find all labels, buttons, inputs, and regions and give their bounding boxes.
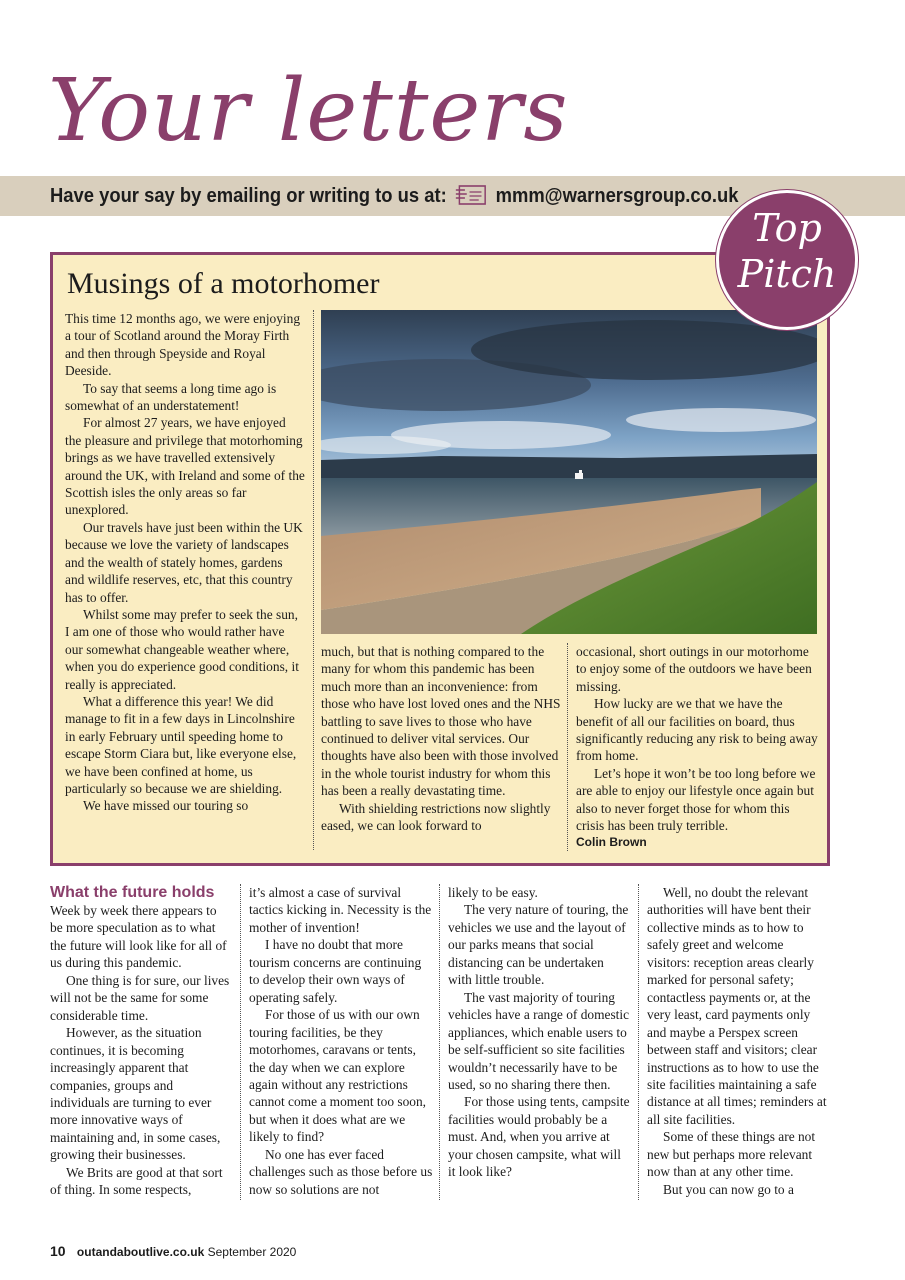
paragraph: How lucky are we that we have the benefit of all our facilities on board, thus significantly reducing any risk to being away from home. — [576, 696, 818, 764]
article-column-2 — [249, 884, 433, 1198]
letter-column-2 — [321, 643, 561, 834]
column-divider — [638, 884, 639, 1200]
article-heading: What the future holds — [50, 884, 215, 901]
article-column-1 — [50, 884, 232, 1199]
article-column-4 — [647, 884, 829, 1198]
paragraph: We have missed our touring so — [83, 798, 249, 814]
paragraph: For those of us with our own touring facilities, be they motorhomes, caravans or tents, the day when we can explore again without any restrictions cannot come a moment too soon, but when it does what are we likely to find? — [249, 1007, 427, 1145]
page-footer — [50, 1243, 296, 1259]
banner-text — [50, 184, 738, 212]
paragraph: For almost 27 years, we have enjoyed the pleasure and privilege that motorhoming brings as we have travelled extensively around the UK, with Ireland and some of the Scottish isles the only areas so far unexplored. — [65, 415, 305, 518]
paragraph: I have no doubt that more tourism concerns are continuing to develop their own ways of operating safely. — [249, 937, 422, 1005]
paragraph: We Brits are good at that sort of thing. In some respects, — [50, 1164, 223, 1198]
column-divider — [439, 884, 440, 1200]
contact-email[interactable]: mmm@warnersgroup.co.uk — [495, 185, 739, 207]
badge-line-2: Pitch — [737, 252, 837, 296]
paragraph: Week by week there appears to be more speculation as to what the future will look like for all of us during this pandemic. — [50, 903, 227, 971]
paragraph: likely to be easy. — [448, 885, 538, 900]
paragraph: This time 12 months ago, we were enjoying a tour of Scotland around the Moray Firth and then through Speyside and Royal Deeside. — [65, 311, 301, 379]
mail-icon — [456, 184, 487, 212]
page-title: Your letters — [48, 61, 569, 161]
paragraph: One thing is for sure, our lives will not be the same for some considerable time. — [50, 972, 230, 1023]
paragraph: What a difference this year! We did manage to fit in a few days in Lincolnshire in early February until speeding home to escape Storm Ciara but, like everyone else, we have been confined at home, us particularly so because we are shielding. — [65, 693, 297, 796]
footer-website[interactable]: outandaboutlive.co.uk — [76, 1245, 205, 1259]
letter-column-1 — [65, 310, 305, 815]
paragraph: For those using tents, campsite facilities would probably be a must. And, when you arrive at your chosen campsite, what will it look like? — [448, 1094, 630, 1180]
paragraph: Some of these things are not new but perhaps more relevant now than at any other time. — [647, 1129, 816, 1180]
paragraph: Let’s hope it won’t be too long before we are able to enjoy our lifestyle once again but also to never forget those for whom this crisis has been truly terrible. — [576, 765, 816, 834]
paragraph: The vast majority of touring vehicles have a range of domestic appliances, which enable users to be self-sufficient so site facilities wouldn’t necessarily have to be used, so no sharing there then. — [448, 989, 630, 1092]
letter-column-3 — [576, 643, 820, 852]
paragraph: occasional, short outings in our motorhome to enjoy some of the outdoors we have been missing. — [576, 644, 812, 694]
footer-issue: September 2020 — [207, 1245, 297, 1259]
paragraph: To say that seems a long time ago is somewhat of an understatement! — [65, 380, 277, 414]
paragraph: Well, no doubt the relevant authorities will have bent their collective minds as to how to safely greet and welcome visitors: reception areas clearly marked for personal safety; contactless payments or, at the very least, card payments only and maybe a Perspex screen between staff and visitors; clear instructions as to how to use the site facilities maintaining a safe distance at all times; reminders at all site facilities. — [647, 885, 827, 1127]
paragraph: it’s almost a case of survival tactics kicking in. Necessity is the mother of invention! — [249, 885, 432, 935]
top-pitch-badge — [716, 190, 858, 330]
paragraph: Our travels have just been within the UK because we love the variety of landscapes and the wealth of stately homes, gardens and wildlife reserves, etc, that this country has to offer. — [65, 519, 303, 605]
letter-title: Musings of a motorhomer — [67, 267, 380, 300]
paragraph: With shielding restrictions now slightly eased, we can look forward to — [321, 800, 551, 834]
paragraph: much, but that is nothing compared to the many for whom this pandemic has been much more than an inconvenience: from those who have lost loved ones and the NHS battling to save lives to those who have continued to deliver vital services. Our thoughts have also been with those involved in the whole tourist industry for whom this has been a really devastating time. — [321, 644, 561, 799]
column-divider — [240, 884, 241, 1200]
top-pitch-letter — [50, 252, 830, 866]
paragraph: The very nature of touring, the vehicles we use and the layout of our parks means that social distancing can be undertaken with little trouble. — [448, 902, 629, 988]
paragraph: Whilst some may prefer to seek the sun, I am one of those who would rather have our somewhat changeable weather where, when you do experience good conditions, it really is appreciated. — [65, 606, 299, 692]
article-column-3 — [448, 884, 630, 1181]
column-divider — [567, 643, 568, 851]
letter-signature: Colin Brown — [576, 835, 647, 850]
badge-line-1: Top — [752, 206, 822, 250]
column-divider — [313, 310, 314, 850]
paragraph: But you can now go to a — [663, 1181, 794, 1197]
beach-photo — [321, 310, 817, 634]
banner-label: Have your say by emailing or writing to us at: — [50, 185, 447, 207]
paragraph: No one has ever faced challenges such as those before us now so solutions are not — [249, 1146, 433, 1197]
page-number: 10 — [50, 1243, 66, 1259]
paragraph: However, as the situation continues, it is becoming increasingly apparent that companies, groups and individuals are turning to ever more innovative ways of maintaining and, in some cases, growing their businesses. — [50, 1025, 221, 1163]
